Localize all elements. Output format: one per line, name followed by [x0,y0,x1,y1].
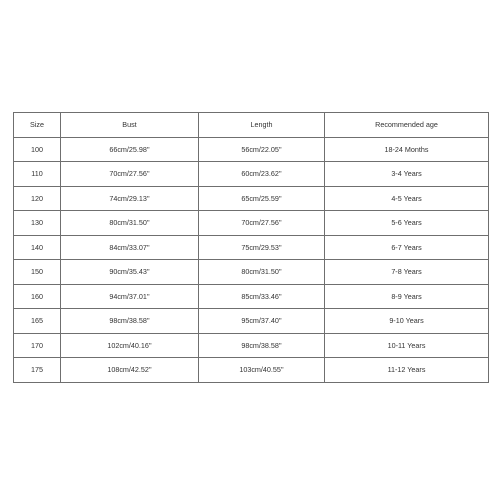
cell-recommended-age: 3-4 Years [325,162,489,187]
cell-length: 60cm/23.62'' [199,162,325,187]
cell-bust: 66cm/25.98'' [61,137,199,162]
table-row [14,186,489,211]
cell-recommended-age: 18-24 Months [325,137,489,162]
cell-length: 95cm/37.40'' [199,309,325,334]
cell-length: 85cm/33.46'' [199,284,325,309]
cell-bust: 94cm/37.01'' [61,284,199,309]
cell-recommended-age: 7-8 Years [325,260,489,285]
header-recommended-age: Recommended age [325,113,489,138]
table-row [14,260,489,285]
cell-bust: 84cm/33.07'' [61,235,199,260]
cell-bust: 74cm/29.13'' [61,186,199,211]
cell-bust: 80cm/31.50'' [61,211,199,236]
cell-length: 70cm/27.56'' [199,211,325,236]
cell-size: 100 [14,137,61,162]
cell-bust: 90cm/35.43'' [61,260,199,285]
cell-length: 75cm/29.53'' [199,235,325,260]
cell-size: 150 [14,260,61,285]
table-row [14,358,489,383]
cell-length: 103cm/40.55'' [199,358,325,383]
cell-size: 175 [14,358,61,383]
cell-size: 170 [14,333,61,358]
cell-size: 130 [14,211,61,236]
cell-size: 160 [14,284,61,309]
table-row [14,211,489,236]
cell-size: 120 [14,186,61,211]
cell-recommended-age: 8-9 Years [325,284,489,309]
header-size: Size [14,113,61,138]
table-row [14,309,489,334]
cell-bust: 98cm/38.58'' [61,309,199,334]
cell-size: 165 [14,309,61,334]
table-row [14,137,489,162]
cell-bust: 108cm/42.52'' [61,358,199,383]
cell-recommended-age: 5-6 Years [325,211,489,236]
table-header-row [14,113,489,138]
cell-size: 140 [14,235,61,260]
cell-bust: 102cm/40.16'' [61,333,199,358]
table-row [14,284,489,309]
table-row [14,333,489,358]
table-row [14,235,489,260]
cell-length: 98cm/38.58'' [199,333,325,358]
cell-recommended-age: 6-7 Years [325,235,489,260]
cell-recommended-age: 9-10 Years [325,309,489,334]
cell-recommended-age: 10-11 Years [325,333,489,358]
cell-length: 65cm/25.59'' [199,186,325,211]
cell-length: 80cm/31.50'' [199,260,325,285]
table-row [14,162,489,187]
cell-length: 56cm/22.05'' [199,137,325,162]
cell-recommended-age: 4-5 Years [325,186,489,211]
cell-recommended-age: 11-12 Years [325,358,489,383]
header-bust: Bust [61,113,199,138]
header-length: Length [199,113,325,138]
cell-size: 110 [14,162,61,187]
cell-bust: 70cm/27.56'' [61,162,199,187]
size-chart-table [13,112,489,383]
